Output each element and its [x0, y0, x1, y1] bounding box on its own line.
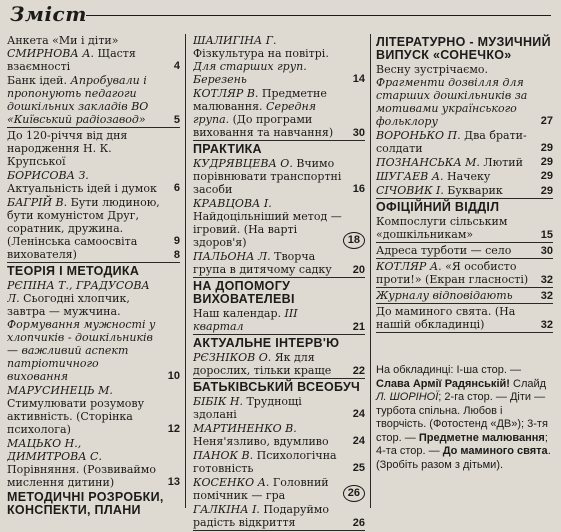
- page-number: [168, 423, 180, 436]
- entry-author: Апробували і пропонують педагоги дошкільних закладів ВО «Київський радіозавод»: [7, 74, 149, 126]
- page-number-value: 20: [352, 264, 365, 276]
- entry-author: ГАЛКІНА І.: [193, 503, 260, 516]
- toc-entry: [7, 279, 180, 383]
- entry-author: МАРУСИНЕЦЬ М.: [7, 384, 113, 397]
- entry-title: Сьогодні хлопчик, завтра — мужчина.: [7, 292, 130, 318]
- page-number: [541, 229, 553, 242]
- entry-title: Головний помічник — гра: [193, 476, 329, 502]
- page-number-value: 32: [540, 274, 553, 286]
- entry-title: Подаруймо радість відкриття: [193, 503, 329, 529]
- toc-entry: [7, 437, 180, 489]
- entry-author: БОРИСОВА З.: [7, 169, 89, 182]
- section-heading: НА ДОПОМОГУ ВИХОВАТЕЛЕВІ: [193, 279, 295, 306]
- page-number-value: 16: [352, 183, 365, 195]
- entry-author: СІЧОВИК І.: [376, 184, 444, 197]
- toc-entry: [193, 395, 365, 421]
- page-number-value: 26: [343, 485, 365, 502]
- entry-author: ШУГАЕВ А.: [376, 170, 444, 183]
- entry-author: Фрагменти дозвілля для старших дошкільників за мотивами українського фольклору: [376, 76, 528, 128]
- page-number: [353, 365, 365, 378]
- entry-title: Найдоцільніший метод — ігровий. (На варті здоров'я): [193, 210, 342, 249]
- page-number-value: 18: [343, 232, 365, 249]
- entry-title: Фізкультура на повітрі.: [193, 47, 329, 60]
- toc-entry: [193, 503, 365, 531]
- cover-notes: [376, 358, 553, 472]
- toc-entry: [376, 305, 553, 333]
- entry-text: Весну зустрічаємо.: [376, 63, 488, 76]
- entry-author: III квартал: [193, 307, 298, 333]
- page-number: [168, 476, 180, 489]
- page-number: [353, 73, 365, 86]
- toc-entry: [193, 307, 365, 335]
- entry-title: Вчимо порівнювати транспортні засоби: [193, 157, 342, 196]
- page-number: [174, 182, 180, 195]
- entry-text: Адреса турботи — село: [376, 244, 512, 257]
- entry-text: Анкета «Ми і діти»: [7, 34, 119, 47]
- page-number-value: 5: [173, 114, 180, 126]
- cover-bold: До маминого свята: [442, 445, 548, 457]
- cover-text: На обкладинці: І-ша стор. —: [376, 364, 521, 376]
- entry-text: Наш календар.: [193, 307, 285, 320]
- entry-text: Банк ідей.: [7, 74, 71, 87]
- entry-author: ПАНОК В.: [193, 449, 254, 462]
- section-heading: ОФІЦІЙНИЙ ВІДДІЛ: [376, 200, 500, 214]
- page-number: [541, 319, 553, 332]
- page-number: [174, 114, 180, 127]
- toc-entry: [376, 289, 553, 304]
- entry-author: КРАВЦОВА І.: [193, 197, 272, 210]
- page-number-value: 24: [352, 408, 365, 420]
- entry-note: (До програми виховання та навчання): [193, 113, 334, 139]
- toc-entry: [193, 250, 365, 278]
- page-number-value: 21: [352, 321, 365, 333]
- page-number-value: 4: [173, 60, 180, 72]
- entry-title: Два брати-солдати: [376, 129, 527, 155]
- page-number-value: 30: [352, 127, 365, 139]
- column-divider: [185, 34, 186, 508]
- page-number: [343, 485, 365, 502]
- entry-author: ПАЛЬОНА Л.: [193, 250, 271, 263]
- toc-entry: [376, 215, 553, 243]
- page-number-value: 26: [352, 517, 365, 529]
- entry-text: До 120-річчя від дня народження Н. К. Крупської: [7, 129, 128, 168]
- cover-description: [376, 364, 553, 472]
- section-heading: ЛІТЕРАТУРНО - МУЗИЧНИЙ ВИПУСК «СОНЕЧКО»: [376, 35, 551, 62]
- page-number-value: 32: [540, 319, 553, 331]
- entry-title: Букварик: [443, 184, 503, 197]
- entry-subtitle: Для старших груп. Березень: [193, 60, 307, 86]
- entry-title: «Я особисто проти!» (Екран гласності): [376, 260, 529, 286]
- entry-author: КОТЛЯР В.: [193, 87, 259, 100]
- entry-title: Щастя взаємності: [7, 47, 136, 73]
- column-1: [7, 34, 180, 518]
- page-number-value: 29: [540, 185, 553, 197]
- toc-entry: [376, 129, 553, 155]
- entry-title: Стимулювати розумову активність. (Сторінка психолога): [7, 397, 145, 436]
- page-number-value: 29: [540, 142, 553, 154]
- entry-title: Начеку: [443, 170, 491, 183]
- toc-entry: [376, 244, 553, 259]
- page-number: [541, 185, 553, 198]
- cover-text: Слайд: [509, 377, 547, 390]
- section-heading: БАТЬКІВСЬКИЙ ВСЕОБУЧ: [193, 380, 361, 394]
- page-number-value: 8: [173, 249, 180, 261]
- entry-title: Як для дорослих, тільки краще: [193, 351, 332, 377]
- cover-text: ; 4-та стор. —: [376, 431, 548, 457]
- toc-entry: [376, 260, 553, 288]
- page-number-value: 25: [352, 462, 365, 474]
- entry-author: ШАЛИГІНА Г.: [193, 34, 277, 47]
- entry-author: БАГРІЙ В.: [7, 196, 68, 209]
- entry-title: Творча група в дитячому садку: [193, 250, 332, 276]
- entry-title: Актуальність ідей і думок: [7, 182, 157, 195]
- page-number-value: 6: [173, 182, 180, 194]
- entry-author: СМИРНОВА А.: [7, 47, 95, 60]
- entry-author: МАЦЬКО Н., ДИМИТРОВА С.: [7, 437, 102, 463]
- page-number: [541, 274, 553, 287]
- page-number-value: 10: [167, 370, 180, 382]
- entry-author: КУДРЯВЦЕВА О.: [193, 157, 293, 170]
- page-number: [541, 156, 553, 169]
- page-number: [353, 462, 365, 475]
- contents-header: [4, 2, 557, 26]
- entry-author: РЄПІНА Т., ГРАДУСОВА Л.: [7, 279, 150, 305]
- page-number: [541, 170, 553, 183]
- entry-author: МАРТИНЕНКО В.: [193, 422, 297, 435]
- entry-subtitle: Формування мужності у хлопчиків - дошкільників — важливий аспект патріотичного виховання: [7, 318, 156, 383]
- toc-entry: [376, 156, 553, 169]
- page-number: [168, 370, 180, 383]
- page-number: [353, 127, 365, 140]
- page-number: [174, 235, 180, 248]
- toc-entry: [193, 449, 365, 475]
- page-number-value: 29: [540, 170, 553, 182]
- entry-title: Психологічна готовність: [193, 449, 337, 475]
- entry-author: РЄЗНІКОВ О.: [193, 351, 272, 364]
- entry-text: До маминого свята. (На нашій обкладинці): [376, 305, 516, 331]
- column-2: [193, 34, 365, 532]
- page-number-value: 22: [352, 365, 365, 377]
- toc-entry: [193, 87, 365, 141]
- entry-author: ПОЗНАНСЬКА М.: [376, 156, 480, 169]
- cover-text: ; 2-га стор. — Діти — турбота спільна. Любов і творчість. (Фотостенд «ДВ»); 3-тя стор. —: [376, 391, 548, 444]
- page-number: [353, 408, 365, 421]
- page-number-value: 14: [352, 73, 365, 85]
- page-number: [343, 232, 365, 249]
- page-number: [541, 290, 553, 303]
- entry-title: Лютий: [479, 156, 523, 169]
- toc-entry: [193, 422, 365, 448]
- cover-author: Л. ШОРІНОЇ: [376, 391, 439, 403]
- section-heading: ТЕОРІЯ І МЕТОДИКА: [7, 264, 140, 278]
- page-number: [353, 435, 365, 448]
- page-number-value: 29: [540, 156, 553, 168]
- header-rule: [86, 15, 551, 16]
- page-number-value: 24: [352, 435, 365, 447]
- cover-bold: Слава Армії Радянській!: [376, 377, 510, 390]
- entry-author: Журналу відповідають: [376, 289, 513, 302]
- cover-text: . (Зробіть разом з дітьми).: [376, 445, 551, 471]
- toc-entry: [376, 184, 553, 199]
- entry-subtitle: Середня група.: [193, 100, 317, 126]
- page-number: [353, 264, 365, 277]
- page-number-value: 32: [540, 290, 553, 302]
- entry-title: Бути людиною, бути комуністом Друг, соратник, дружина. (Ленінська самоосвіта вихователя): [7, 196, 160, 261]
- page-number-value: 12: [167, 423, 180, 435]
- entry-author: БІБІК Н.: [193, 395, 243, 408]
- section-heading: ПРАКТИКА: [193, 142, 262, 156]
- column-divider: [370, 34, 371, 508]
- entry-author: ВОРОНЬКО П.: [376, 129, 461, 142]
- toc-entry: [7, 384, 180, 436]
- page-number-value: 27: [540, 115, 553, 127]
- column-3: [376, 34, 553, 334]
- toc-entry: [7, 169, 180, 195]
- toc-entry: [193, 476, 365, 502]
- toc-entry: [7, 34, 180, 73]
- entry-title: Предметне малювання.: [193, 87, 327, 113]
- page-number: [541, 142, 553, 155]
- page-number-value: 9: [173, 235, 180, 247]
- section-heading: АКТУАЛЬНЕ ІНТЕРВ'Ю: [193, 336, 340, 350]
- page-number-value: 13: [167, 476, 180, 488]
- toc-entry: [7, 196, 180, 263]
- entry-author: КОТЛЯР А.: [376, 260, 442, 273]
- cover-bold: Предметне малювання: [418, 431, 545, 444]
- toc-entry: [376, 63, 553, 128]
- page-number: [353, 517, 365, 530]
- page-number: [353, 321, 365, 334]
- page-number: [541, 245, 553, 258]
- contents-title: Зміст: [10, 2, 87, 26]
- entry-text: Компослуги сільським «дошкільникам»: [376, 215, 508, 241]
- toc-entry: [376, 170, 553, 183]
- toc-entry: [193, 34, 365, 86]
- page-number: [174, 249, 180, 262]
- toc-entry: [193, 351, 365, 379]
- section-heading: МЕТОДИЧНІ РОЗРОБКИ, КОНСПЕКТИ, ПЛАНИ: [7, 490, 164, 517]
- page-number-value: 30: [540, 245, 553, 257]
- entry-author: КОСЕНКО А.: [193, 476, 270, 489]
- entry-title: Труднощі здолані: [193, 395, 302, 421]
- toc-entry: [7, 129, 180, 168]
- toc-entry: [193, 157, 365, 196]
- page-number: [174, 60, 180, 73]
- entry-title: Порівняння. (Розвиваймо мислення дитини): [7, 463, 156, 489]
- page-number: [541, 115, 553, 128]
- entry-title: Неня'язливо, вдумливо: [193, 435, 329, 448]
- toc-entry: [193, 197, 365, 249]
- toc-entry: [7, 74, 180, 128]
- page-number: [353, 183, 365, 196]
- page-number-value: 15: [540, 229, 553, 241]
